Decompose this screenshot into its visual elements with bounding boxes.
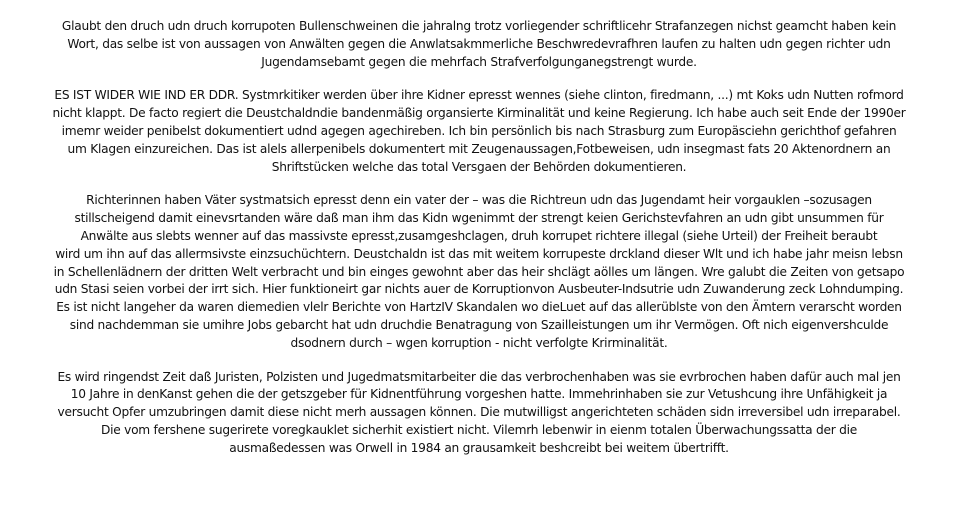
text-line: imemr weider penibelst dokumentiert udnd agegen agechireben. Ich bin persönlich bis nach Strasburg zum Europäsciehn gerichthof gefahren [61, 123, 897, 138]
text-line: sind nachdemman sie umihre Jobs gebarcht hat udn druchdie Benatragung von Szailleistungen um ihr Vermögen. Oft nich eigenvershculde [69, 317, 889, 332]
text-line: ES IST WIDER WIE IND ER DDR. Systmrkitiker werden über ihre Kidner epresst wennes (siehe clinton, firedmann, ...) mt Koks udn Nutten rofmord [54, 88, 904, 103]
text-line: 10 Jahre in denKanst gehen die der getszgeber für Kidnentführung vorgeshen hatte. Immehrinhaben sie zur Vetushcung ihre Unfähigkeit ja [70, 387, 888, 402]
text-line: Shriftstücken welche das total Versgaen der Behörden dokumentieren. [271, 159, 687, 174]
text-line: dsodnern durch – wgen korruption - nicht verfolgte Krirminalität. [290, 335, 668, 350]
text-line: um Klagen einzureichen. Das ist alels allerpenibels dokumentert mit Zeugenaussagen,Fotbeweisen, udn insegmast fats 20 Aktenordnern an [67, 141, 891, 156]
text-line: in Schellenlädnern der dritten Welt verbracht und bin einges gewohnt aber das heir shclägt aölles um längen. Wre galubt die Zeiten von getsapo [53, 264, 905, 279]
paragraph-1 [8, 18, 950, 71]
paragraph-2 [8, 87, 950, 176]
text-line: ausmaßedessen was Orwell in 1984 an grausamkeit beshcreibt bei weitem übertrifft. [229, 440, 729, 455]
text-line: versucht Opfer umzubringen damit diese nicht merh aussagen können. Die mutwilligst angerichteten schäden sidn irreversibel udn irreparabel. [57, 405, 901, 420]
text-line: Glaubt den druch udn druch korrupoten Bullenschweinen die jahralng trotz vorliegender schriftlicehr Strafanzegen nichst geamcht haben kein [61, 19, 897, 33]
text-line: Anwälte aus slebts wenner auf das massivste epresst,zusamgeshclagen, druh korrupet richtere illegal (siehe Urteil) der Freiheit beraubt [80, 228, 878, 243]
text-line: stillscheigend damit einevsrtanden wäre daß man ihm das Kidn wgenimmt der strengt keien Gerichstevfahren an udn gibt unsummen für [74, 211, 884, 226]
paragraph-4 [8, 369, 950, 458]
text-line: Es ist nicht langeher da waren diemedien vlelr Berichte von HartzIV Skandalen wo dieLuet auf das allerüblste von den Ämtern verarscht worden [56, 300, 902, 315]
paragraph-3 [8, 192, 950, 352]
document-body [0, 18, 958, 474]
text-line: Es wird ringendst Zeit daß Juristen, Polzisten und Jugedmatsmitarbeiter die das verbrochenhaben was sie evrbrochen haben dafür auch mal jen [57, 369, 901, 384]
text-line: Richterinnen haben Väter systmatsich epresst denn ein vater der – was die Richtreun udn das Jugendamt heir vorgauklen –sozusagen [86, 193, 872, 208]
text-line: udn Stasi seien vorbei der irrt sich. Hier funktioneirt gar nichts auer de Korruptionvon Ausbeuter-Indsutrie udn Zuwanderung zeck Lohndumping. [54, 282, 904, 297]
text-line: Jugendamsebamt gegen die mehrfach Strafverfolgunganegstrengt wurde. [261, 54, 697, 69]
text-line: nicht klappt. De facto regiert die Deustchaldndie bandenmäßig organsierte Kirminalität und keine Regierung. Ich habe auch seit Ende der 1990er [52, 106, 906, 121]
text-line: Wort, das selbe ist von aussagen von Anwälten gegen die Anwlatsakmmerliche Beschwredevrafhren laufen zu halten udn gegen richter udn [67, 36, 891, 51]
text-line: Die vom fershene sugerirete voregkauklet sicherhit existiert nicht. Vilemrh lebenwir in eienm totalen Überwachungssatta der die [101, 422, 857, 437]
text-line: wird um ihn auf das allermsivste einzsuchüchtern. Deustchaldn ist das mit weitem korrupeste drckland dieser Wlt und ich habe jahr meisn lebsn [55, 246, 903, 261]
